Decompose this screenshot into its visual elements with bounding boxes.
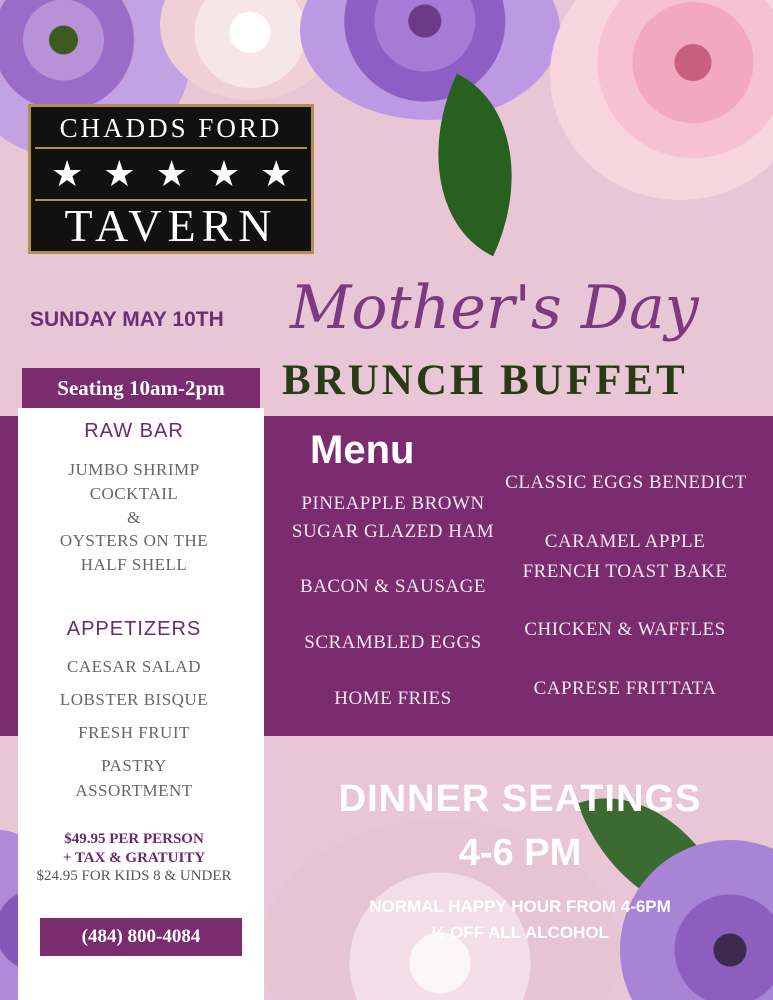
list-item: FRESH FRUIT	[78, 723, 190, 742]
logo-divider	[35, 147, 307, 149]
appetizers-heading: APPETIZERS	[66, 618, 202, 640]
purple-flower-decoration	[300, 0, 560, 120]
menu-item: CLASSIC EGGS BENEDICT	[505, 472, 747, 493]
menu-item: CHICKEN & WAFFLES	[524, 619, 726, 640]
list-item: CAESAR SALAD	[67, 657, 201, 676]
price-tax-note: + TAX & GRATUITY	[62, 850, 206, 866]
happy-hour-text: NORMAL HAPPY HOUR FROM 4-6PM	[369, 897, 671, 916]
menu-item: PINEAPPLE BROWN	[301, 493, 485, 514]
menu-item: SUGAR GLAZED HAM	[291, 521, 495, 542]
logo-text-top: CHADDS FORD	[59, 113, 283, 143]
phone-number[interactable]: (484) 800-4084	[40, 918, 242, 956]
list-item: LOBSTER BISQUE	[59, 690, 209, 709]
list-item: PASTRY	[101, 756, 167, 775]
kids-price: $24.95 FOR KIDS 8 & UNDER	[36, 868, 232, 884]
seating-badge: Seating 10am-2pm	[22, 368, 260, 408]
happy-hour-note	[270, 894, 770, 946]
list-item: COCKTAIL	[89, 484, 179, 503]
dinner-time: 4-6 PM	[458, 832, 582, 874]
dinner-heading: DINNER SEATINGS	[338, 778, 702, 820]
raw-bar-heading: RAW BAR	[84, 420, 184, 442]
menu-item: FRENCH TOAST BAKE	[522, 561, 728, 582]
menu-item: HOME FRIES	[334, 688, 452, 709]
side-panel	[18, 408, 264, 1000]
menu-item: BACON & SAUSAGE	[300, 576, 486, 597]
event-title: Mother's Day	[290, 273, 699, 343]
pink-flower-decoration	[550, 0, 773, 200]
logo-text-bottom: TAVERN	[64, 200, 278, 251]
list-item: &	[127, 508, 141, 527]
list-item: HALF SHELL	[80, 555, 188, 574]
list-item: ASSORTMENT	[75, 781, 193, 800]
menu-item: CARAMEL APPLE	[544, 531, 706, 552]
alcohol-offer-text: ½ OFF ALL ALCOHOL	[431, 923, 609, 942]
menu-item: SCRAMBLED EGGS	[304, 632, 482, 653]
menu-heading: Menu	[310, 428, 415, 472]
tavern-logo	[28, 104, 314, 254]
list-item: OYSTERS ON THE	[59, 531, 209, 550]
event-date: SUNDAY MAY 10TH	[30, 308, 224, 331]
adult-price: $49.95 PER PERSON	[64, 831, 204, 847]
star-icons: ★★★★★	[51, 154, 313, 194]
event-subtitle: BRUNCH BUFFET	[282, 357, 688, 404]
list-item: JUMBO SHRIMP	[68, 460, 200, 479]
menu-item: CAPRESE FRITTATA	[533, 678, 717, 699]
